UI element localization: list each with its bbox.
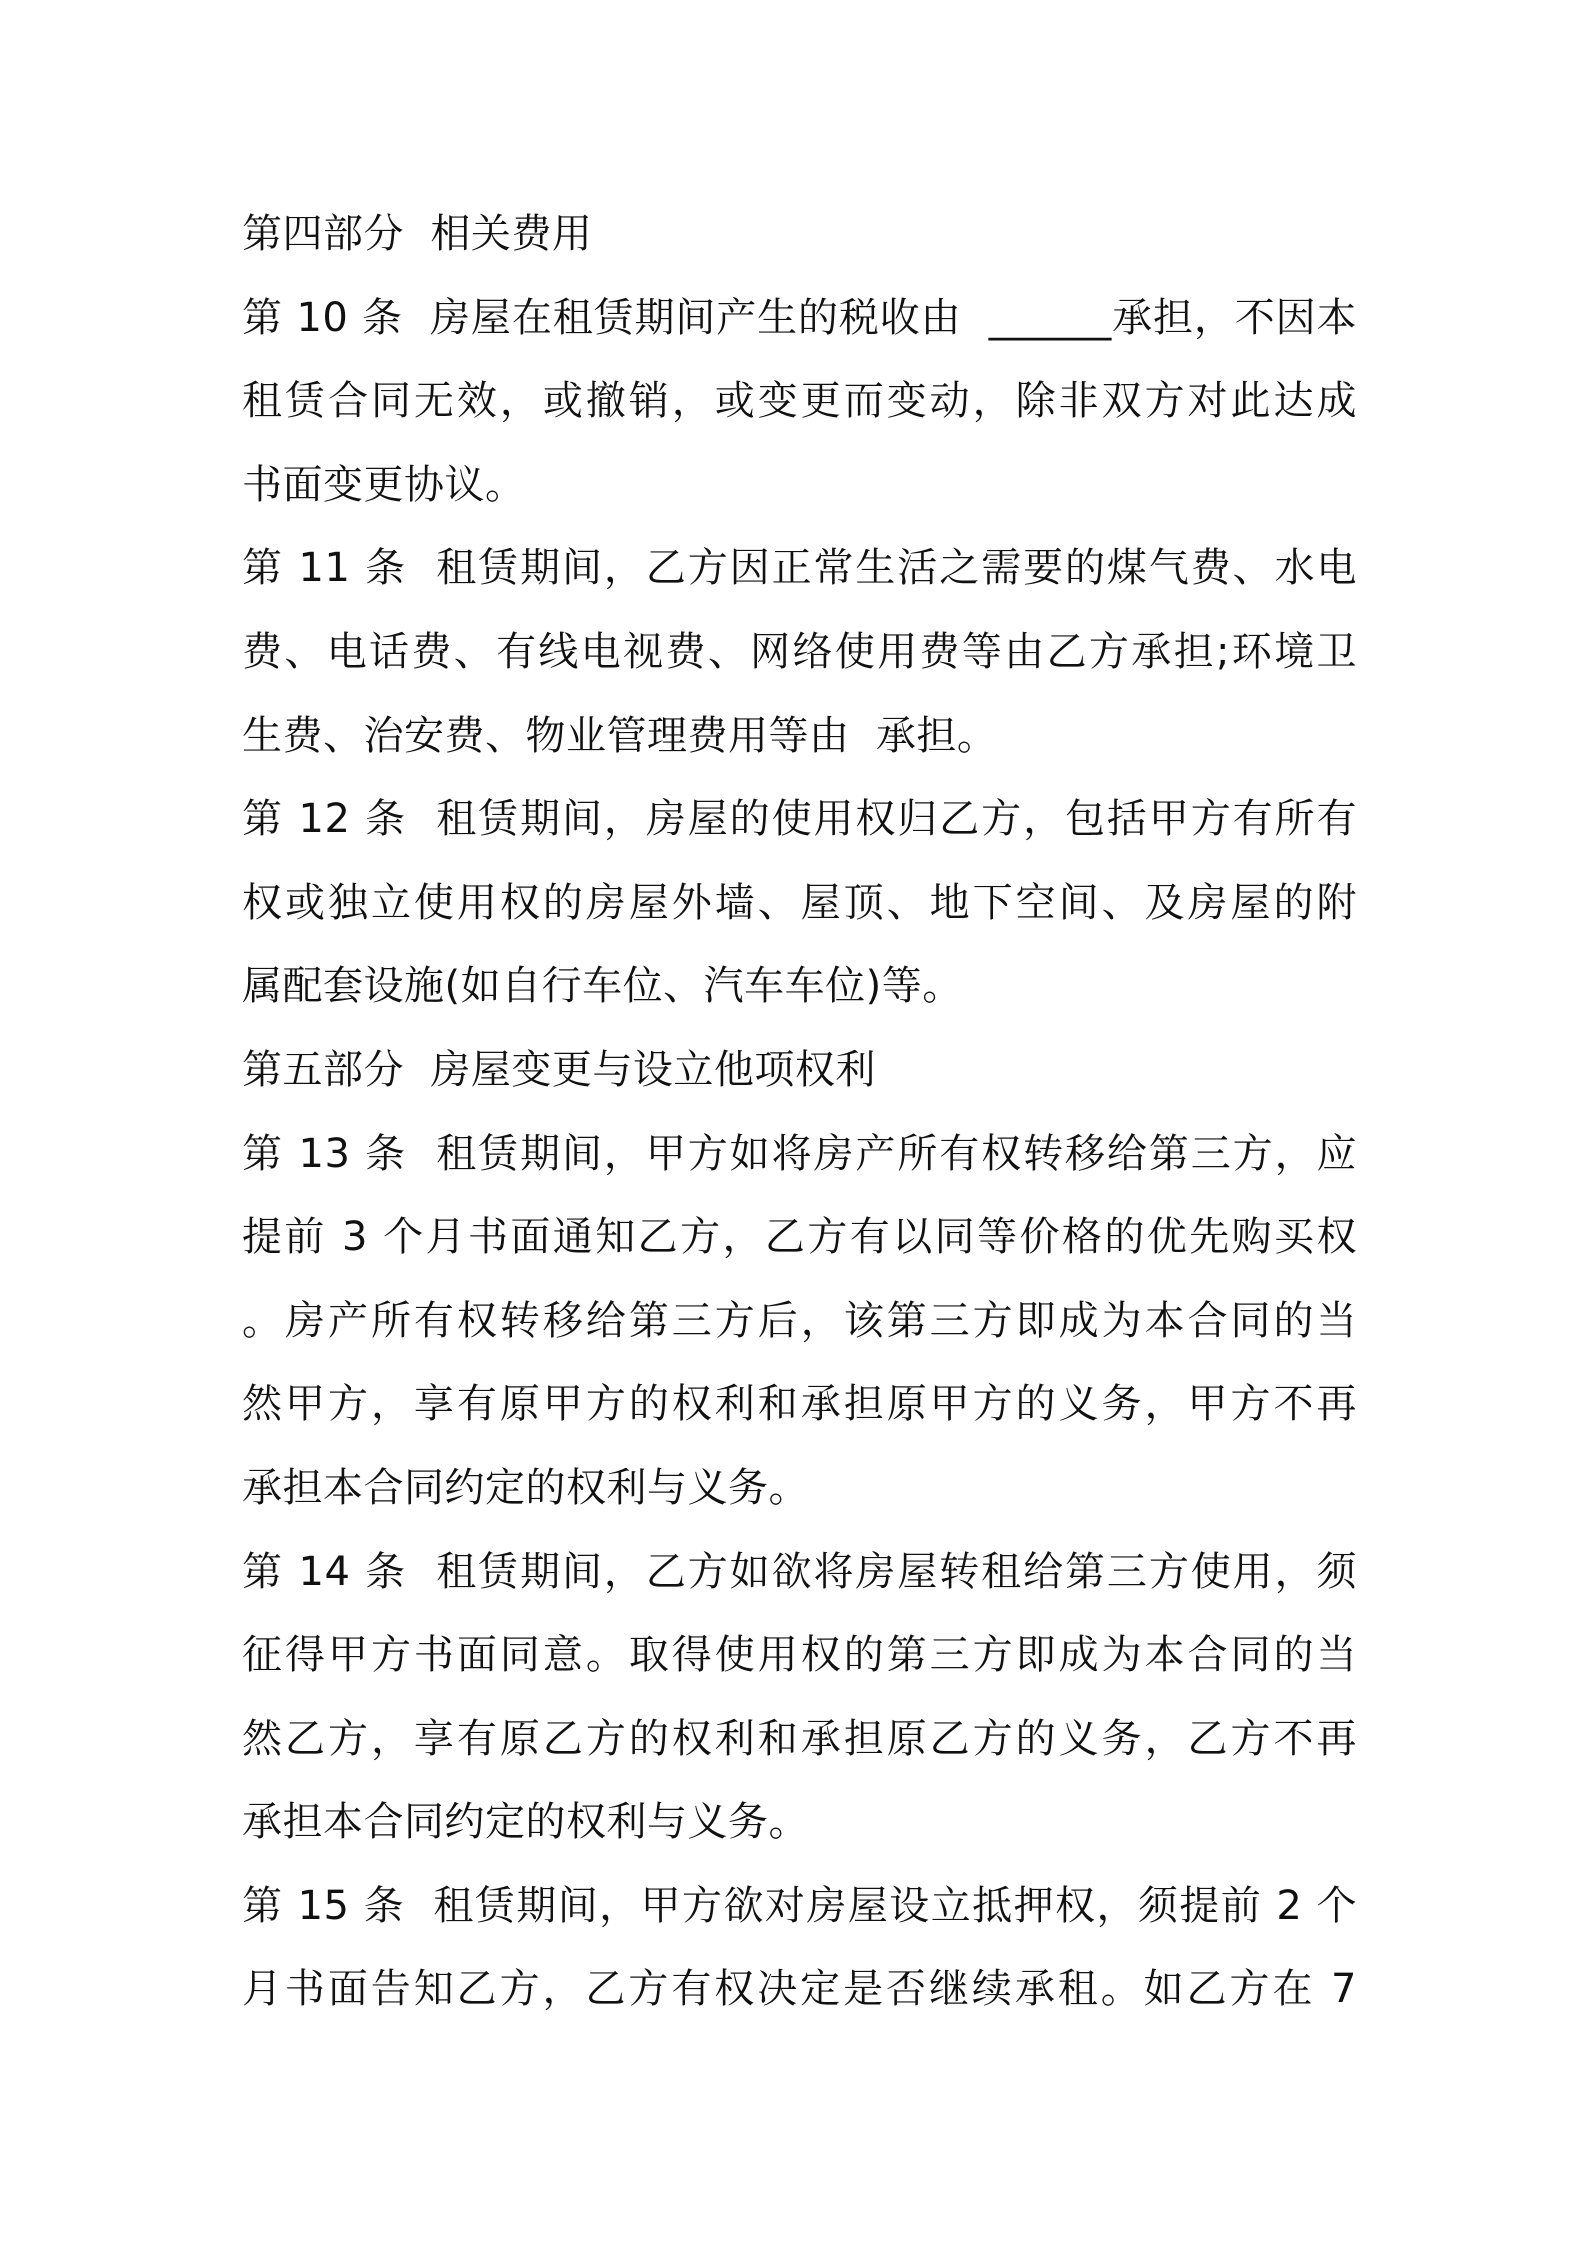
text-line: 然乙方，享有原乙方的权利和承担原乙方的义务，乙方不再	[242, 1715, 1357, 1762]
article-14	[242, 1531, 1357, 1865]
article-10	[242, 277, 1357, 528]
text-line: 征得甲方书面同意。取得使用权的第三方即成为本合同的当	[242, 1632, 1357, 1679]
text-line: 然甲方，享有原甲方的权利和承担原甲方的义务，甲方不再	[242, 1381, 1357, 1428]
document-page	[242, 193, 1357, 2032]
heading-line: 第五部分 房屋变更与设立他项权利	[242, 1046, 876, 1093]
article-13	[242, 1113, 1357, 1531]
text-line: 属配套设施(如自行车位、汽车车位)等。	[242, 963, 963, 1010]
article-12	[242, 778, 1357, 1029]
text-line: 权或独立使用权的房屋外墙、屋顶、地下空间、及房屋的附	[242, 879, 1357, 926]
article-15	[242, 1865, 1357, 2032]
text-line: 费、电话费、有线电视费、网络使用费等由乙方承担;环境卫	[242, 628, 1357, 675]
text-line: 承担本合同约定的权利与义务。	[242, 1464, 809, 1511]
text-line: 第 13 条 租赁期间，甲方如将房产所有权转移给第三方，应	[242, 1130, 1357, 1177]
article-11	[242, 527, 1357, 778]
heading-line: 第四部分 相关费用	[242, 211, 593, 257]
text-line: 第 14 条 租赁期间，乙方如欲将房屋转租给第三方使用，须	[242, 1548, 1357, 1595]
text-line: 第 10 条 房屋在租赁期间产生的税收由 ______承担，不因本	[242, 294, 1357, 341]
text-line: 书面变更协议。	[242, 461, 526, 508]
part5-heading	[242, 1029, 1357, 1113]
text-line: 第 12 条 租赁期间，房屋的使用权归乙方，包括甲方有所有	[242, 796, 1357, 843]
text-line: 第 15 条 租赁期间，甲方欲对房屋设立抵押权，须提前 2 个	[242, 1882, 1357, 1929]
part4-heading	[242, 193, 1357, 277]
text-line: 生费、治安费、物业管理费用等由 承担。	[242, 712, 998, 759]
text-line: 月书面告知乙方，乙方有权决定是否继续承租。如乙方在 7	[242, 1966, 1357, 2013]
text-line: 承担本合同约定的权利与义务。	[242, 1799, 809, 1846]
text-line: 提前 3 个月书面通知乙方，乙方有以同等价格的优先购买权	[242, 1214, 1357, 1261]
text-line: 第 11 条 租赁期间，乙方因正常生活之需要的煤气费、水电	[242, 545, 1357, 592]
text-line: 租赁合同无效，或撤销，或变更而变动，除非双方对此达成	[242, 378, 1357, 425]
text-line: 。房产所有权转移给第三方后，该第三方即成为本合同的当	[242, 1297, 1357, 1344]
